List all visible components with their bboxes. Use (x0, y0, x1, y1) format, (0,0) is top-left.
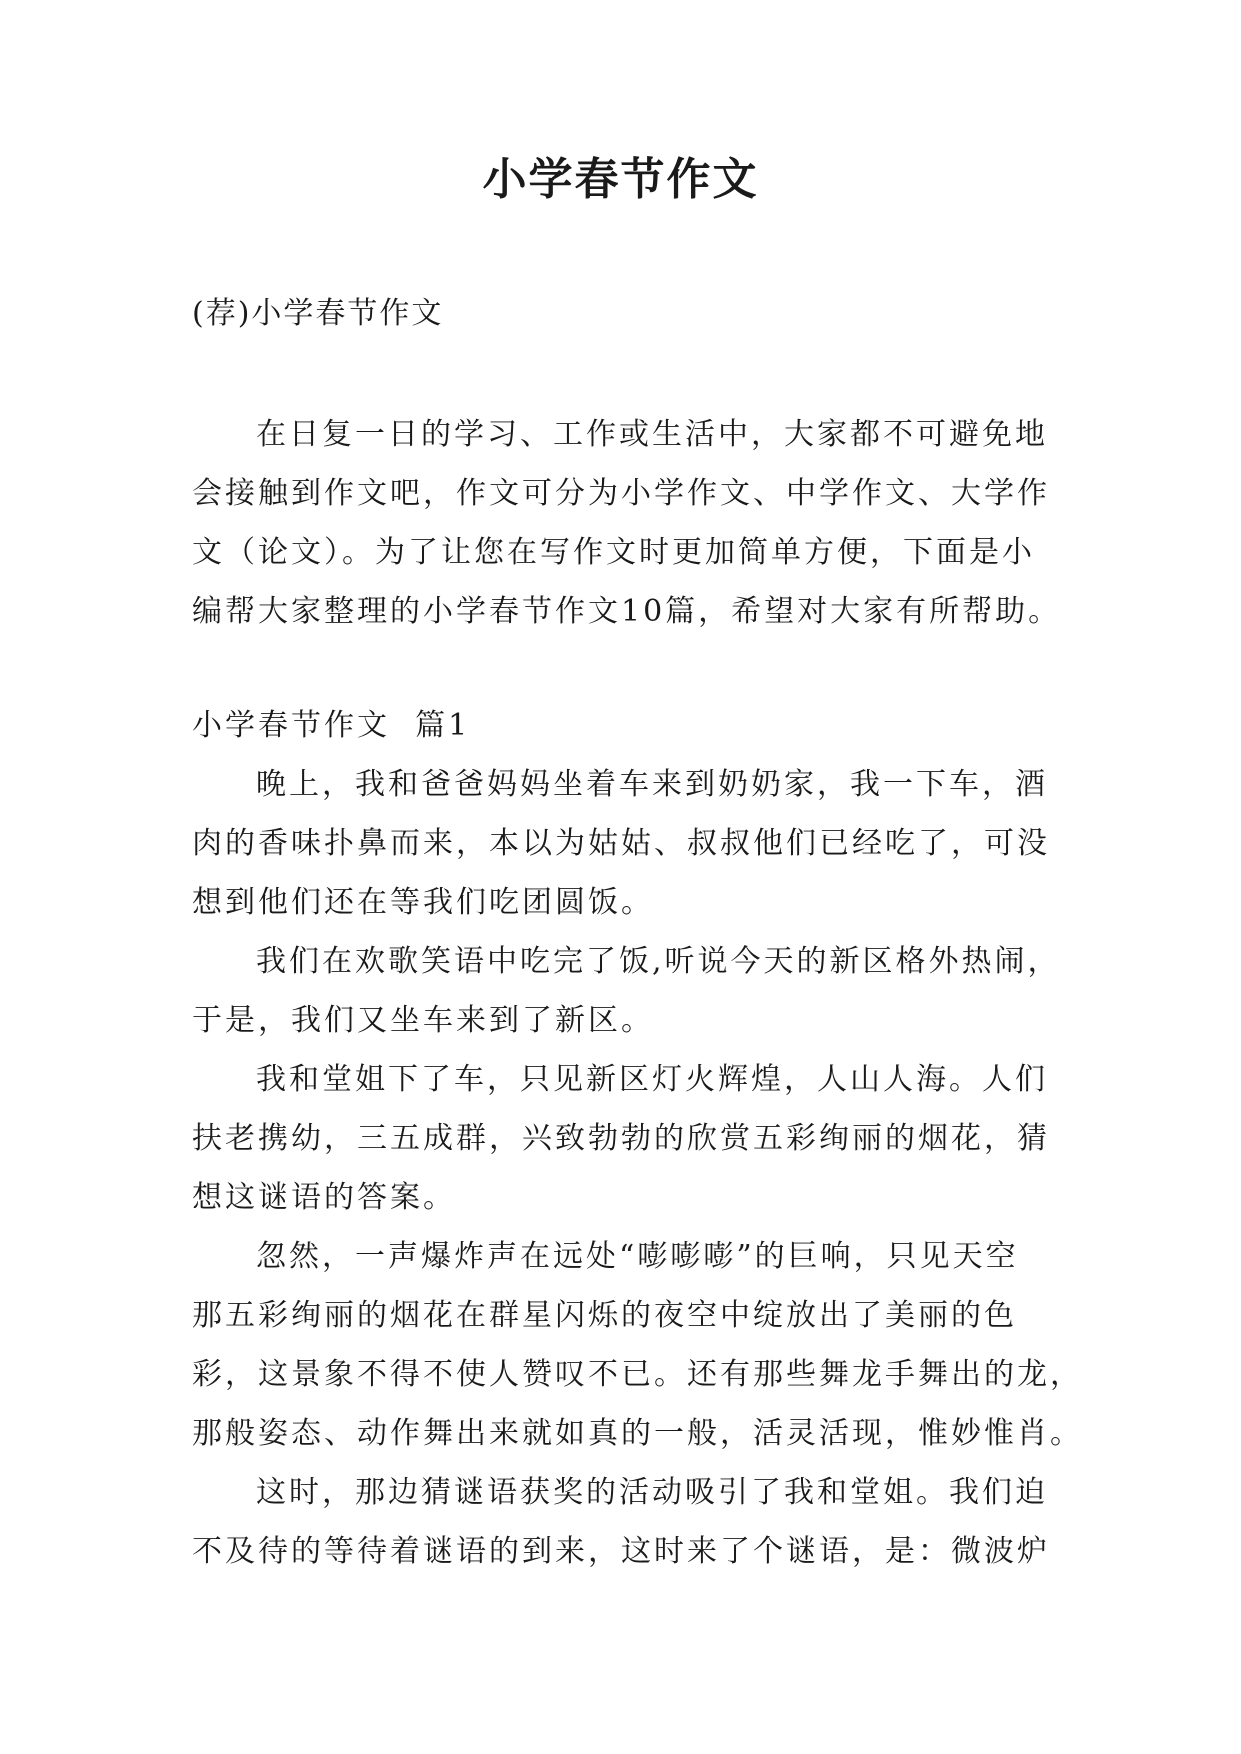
paragraph-line: 那五彩绚丽的烟花在群星闪烁的夜空中绽放出了美丽的色 (192, 1298, 1017, 1333)
paragraph-line: 肉的香味扑鼻而来，本以为姑姑、叔叔他们已经吃了，可没 (192, 826, 1050, 861)
paragraph-line: 彩，这景象不得不使人赞叹不已。还有那些舞龙手舞出的龙， (192, 1357, 1083, 1392)
paragraph-line: 想到他们还在等我们吃团圆饭。 (192, 885, 654, 920)
section-heading: 小学春节作文 篇1 (192, 708, 471, 743)
paragraph-5 (192, 1463, 1052, 1581)
essay-section-1 (192, 696, 1083, 1581)
paragraph-line: 我和堂姐下了车，只见新区灯火辉煌，人山人海。人们 (256, 1062, 1048, 1097)
paragraph-line: 这时，那边猜谜语获奖的活动吸引了我和堂姐。我们迫 (256, 1475, 1048, 1510)
paragraph-line: 不及待的等待着谜语的到来，这时来了个谜语，是：微波炉 (192, 1534, 1050, 1569)
paragraph-1 (192, 755, 1052, 932)
intro-line: 会接触到作文吧，作文可分为小学作文、中学作文、大学作 (192, 476, 1050, 511)
document-title: 小学春节作文 (482, 154, 759, 205)
paragraph-4 (192, 1227, 1083, 1463)
paragraph-line: 于是，我们又坐车来到了新区。 (192, 1003, 654, 1038)
paragraph-line: 晚上，我和爸爸妈妈坐着车来到奶奶家，我一下车，酒 (256, 767, 1048, 802)
intro-paragraph (192, 405, 1062, 641)
paragraph-line: 扶老携幼，三五成群，兴致勃勃的欣赏五彩绚丽的烟花，猜 (192, 1121, 1050, 1156)
intro-line: 编帮大家整理的小学春节作文10篇，希望对大家有所帮助。 (192, 594, 1062, 629)
paragraph-3 (192, 1050, 1052, 1227)
paragraph-2 (192, 932, 1061, 1050)
paragraph-line: 想这谜语的答案。 (192, 1180, 456, 1215)
paragraph-line: 我们在欢歌笑语中吃完了饭,听说今天的新区格外热闹， (256, 944, 1061, 979)
document-subtitle: (荐)小学春节作文 (192, 296, 444, 331)
intro-line: 文（论文）。为了让您在写作文时更加简单方便，下面是小 (192, 535, 1035, 570)
intro-line: 在日复一日的学习、工作或生活中，大家都不可避免地 (256, 417, 1048, 452)
paragraph-line: 那般姿态、动作舞出来就如真的一般，活灵活现，惟妙惟肖。 (192, 1416, 1083, 1451)
paragraph-line: 忽然，一声爆炸声在远处“嘭嘭嘭”的巨响，只见天空 (256, 1239, 1019, 1274)
